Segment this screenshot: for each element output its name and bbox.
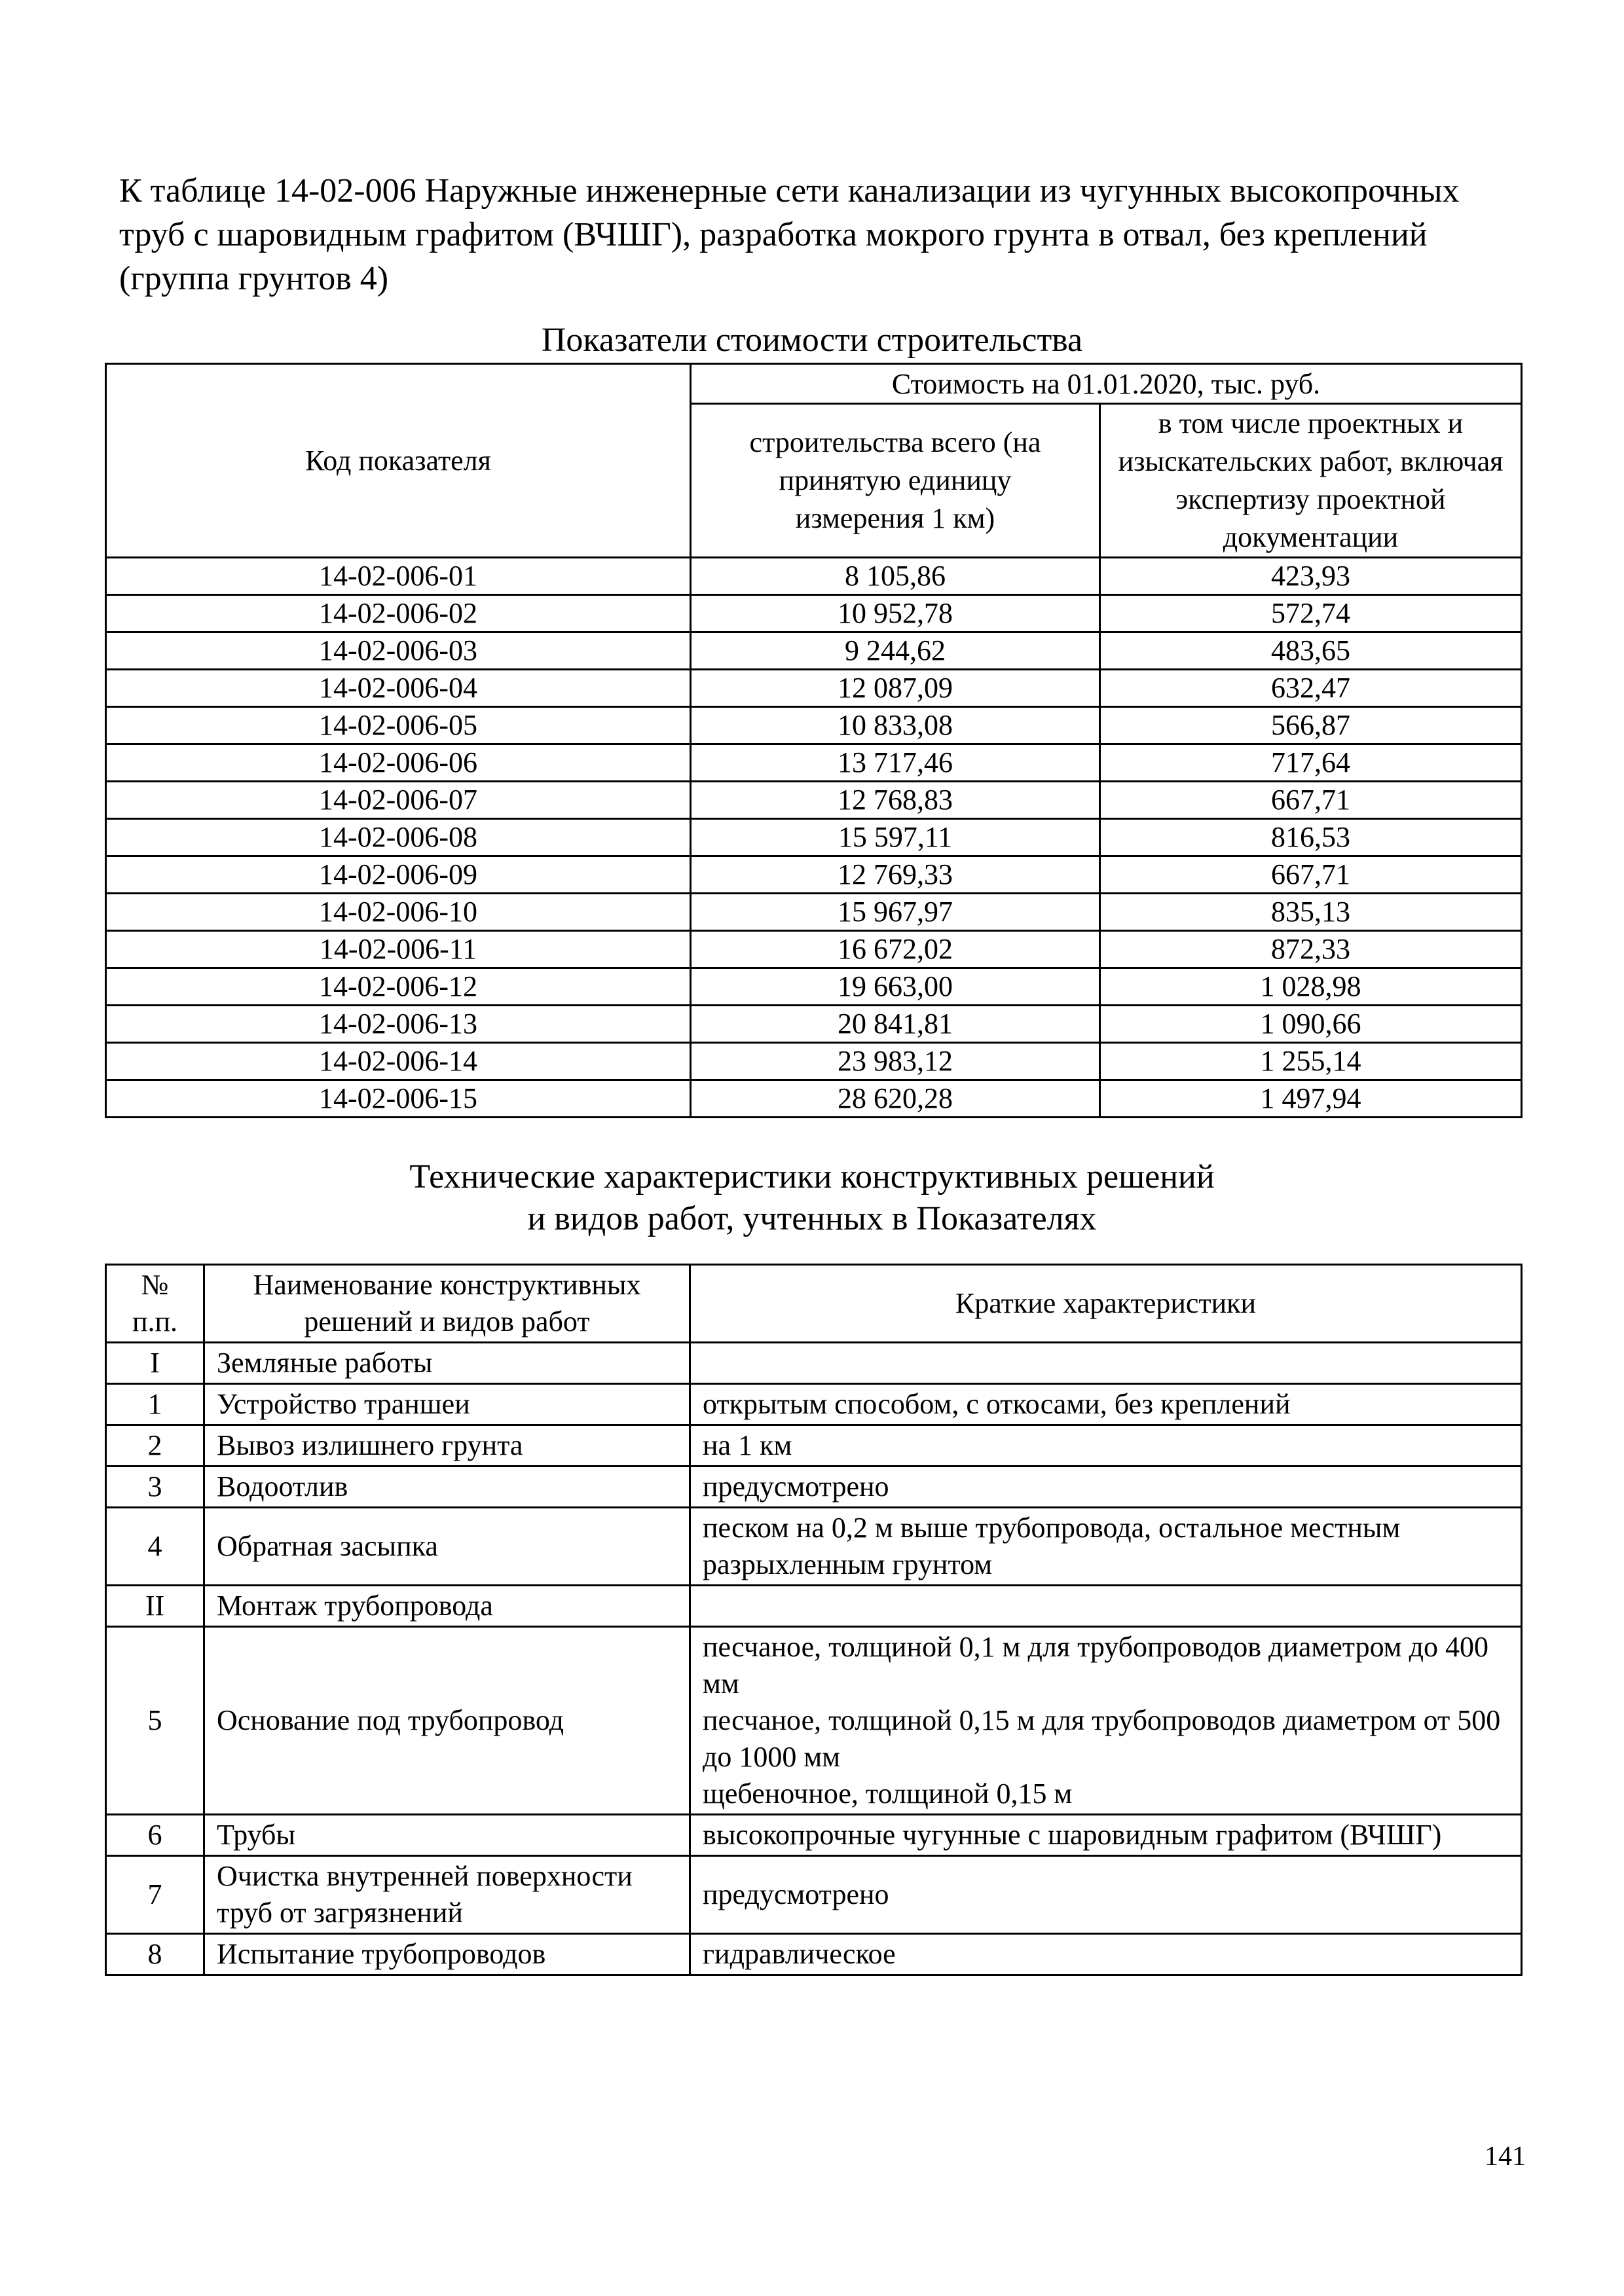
cost-table-heading: Показатели стоимости строительства	[541, 321, 1083, 359]
table-row	[106, 1508, 1522, 1586]
cell-name: Очистка внутренней поверхности труб от загрязнений	[204, 1856, 690, 1934]
cell-number: 4	[106, 1508, 204, 1586]
cell-total-cost: 16 672,02	[691, 931, 1100, 968]
cell-name: Земляные работы	[204, 1343, 690, 1384]
cell-code: 14-02-006-10	[106, 894, 691, 931]
table-row	[106, 1384, 1522, 1425]
cell-name: Устройство траншеи	[204, 1384, 690, 1425]
cost-indicators-table	[105, 363, 1522, 1118]
cell-code: 14-02-006-15	[106, 1080, 691, 1118]
cell-design-cost: 1 497,94	[1100, 1080, 1522, 1118]
cell-code: 14-02-006-05	[106, 707, 691, 744]
table-row	[106, 670, 1522, 707]
cell-number: 6	[106, 1815, 204, 1856]
cell-design-cost: 423,93	[1100, 558, 1522, 595]
cell-total-cost: 28 620,28	[691, 1080, 1100, 1118]
cell-code: 14-02-006-11	[106, 931, 691, 968]
cell-total-cost: 12 769,33	[691, 856, 1100, 894]
cell-total-cost: 20 841,81	[691, 1006, 1100, 1043]
cell-description: гидравлическое	[690, 1934, 1522, 1975]
table-row	[106, 1343, 1522, 1384]
tech-heading-line1: Технические характеристики конструктивных решений	[409, 1158, 1215, 1195]
cell-design-cost: 572,74	[1100, 595, 1522, 632]
table-row	[106, 968, 1522, 1006]
cell-name: Испытание трубопроводов	[204, 1934, 690, 1975]
cell-number: 2	[106, 1425, 204, 1467]
cell-code: 14-02-006-12	[106, 968, 691, 1006]
table-row	[106, 707, 1522, 744]
cell-design-cost: 1 255,14	[1100, 1043, 1522, 1080]
cell-design-cost: 816,53	[1100, 819, 1522, 856]
cell-code: 14-02-006-08	[106, 819, 691, 856]
cell-total-cost: 13 717,46	[691, 744, 1100, 782]
table-row	[106, 1467, 1522, 1508]
header-number	[106, 1265, 204, 1343]
cell-number: 7	[106, 1856, 204, 1934]
cell-code: 14-02-006-07	[106, 782, 691, 819]
header-number-line1: №	[141, 1269, 169, 1301]
table-row	[106, 1006, 1522, 1043]
cell-design-cost: 1 090,66	[1100, 1006, 1522, 1043]
header-name: Наименование конструктивных решений и видов работ	[204, 1265, 690, 1343]
table-row	[106, 632, 1522, 670]
cell-total-cost: 10 952,78	[691, 595, 1100, 632]
header-total-cost: строительства всего (на принятую единицу измерения 1 км)	[691, 404, 1100, 558]
cell-number: 1	[106, 1384, 204, 1425]
cell-design-cost: 483,65	[1100, 632, 1522, 670]
cell-description: на 1 км	[690, 1425, 1522, 1467]
table-row	[106, 1043, 1522, 1080]
header-cost-group: Стоимость на 01.01.2020, тыс. руб.	[691, 364, 1522, 404]
cell-design-cost: 667,71	[1100, 782, 1522, 819]
cell-name: Основание под трубопровод	[204, 1627, 690, 1815]
cell-total-cost: 19 663,00	[691, 968, 1100, 1006]
table-row	[106, 1934, 1522, 1975]
cell-name: Водоотлив	[204, 1467, 690, 1508]
cell-design-cost: 632,47	[1100, 670, 1522, 707]
cell-code: 14-02-006-14	[106, 1043, 691, 1080]
cell-design-cost: 1 028,98	[1100, 968, 1522, 1006]
cell-name: Вывоз излишнего грунта	[204, 1425, 690, 1467]
table-row	[106, 744, 1522, 782]
table-row	[106, 558, 1522, 595]
cell-description	[690, 1343, 1522, 1384]
header-description: Краткие характеристики	[690, 1265, 1522, 1343]
cell-design-cost: 667,71	[1100, 856, 1522, 894]
table-row	[106, 1856, 1522, 1934]
cell-total-cost: 12 087,09	[691, 670, 1100, 707]
cell-code: 14-02-006-03	[106, 632, 691, 670]
cell-number: 8	[106, 1934, 204, 1975]
cell-description: предусмотрено	[690, 1467, 1522, 1508]
cell-total-cost: 8 105,86	[691, 558, 1100, 595]
cell-total-cost: 15 597,11	[691, 819, 1100, 856]
cell-description	[690, 1586, 1522, 1627]
cell-name: Трубы	[204, 1815, 690, 1856]
cell-description: песком на 0,2 м выше трубопровода, остальное местным разрыхленным грунтом	[690, 1508, 1522, 1586]
cell-total-cost: 23 983,12	[691, 1043, 1100, 1080]
cell-number: I	[106, 1343, 204, 1384]
page-number: 141	[1485, 2141, 1526, 2172]
cell-code: 14-02-006-01	[106, 558, 691, 595]
cell-code: 14-02-006-06	[106, 744, 691, 782]
cell-number: 3	[106, 1467, 204, 1508]
cell-number: 5	[106, 1627, 204, 1815]
header-design-cost: в том числе проектных и изыскательских работ, включая экспертизу проектной документации	[1100, 404, 1522, 558]
cell-code: 14-02-006-09	[106, 856, 691, 894]
table-row	[106, 1080, 1522, 1118]
table-row	[106, 595, 1522, 632]
header-code: Код показателя	[106, 364, 691, 558]
cell-total-cost: 10 833,08	[691, 707, 1100, 744]
cell-description: предусмотрено	[690, 1856, 1522, 1934]
cell-description: открытым способом, с откосами, без креплений	[690, 1384, 1522, 1425]
technical-characteristics-table	[105, 1264, 1522, 1976]
table-row	[106, 782, 1522, 819]
table-row	[106, 1815, 1522, 1856]
table-row	[106, 1586, 1522, 1627]
table-row	[106, 856, 1522, 894]
page-title: К таблице 14-02-006 Наружные инженерные сети канализации из чугунных высокопрочных труб с шаровидным графитом (ВЧШГ), разработка мокрого грунта в отвал, без креплений (группа грунтов 4)	[119, 172, 1460, 297]
cell-description: высокопрочные чугунные с шаровидным графитом (ВЧШГ)	[690, 1815, 1522, 1856]
header-number-line2: п.п.	[132, 1305, 178, 1338]
cell-design-cost: 872,33	[1100, 931, 1522, 968]
table-row	[106, 1425, 1522, 1467]
cell-design-cost: 835,13	[1100, 894, 1522, 931]
cell-code: 14-02-006-02	[106, 595, 691, 632]
cell-total-cost: 15 967,97	[691, 894, 1100, 931]
tech-table-heading	[105, 1156, 1519, 1240]
cell-total-cost: 12 768,83	[691, 782, 1100, 819]
cell-code: 14-02-006-13	[106, 1006, 691, 1043]
cell-name: Монтаж трубопровода	[204, 1586, 690, 1627]
table-row	[106, 819, 1522, 856]
cell-description: песчаное, толщиной 0,1 м для трубопроводов диаметром до 400 мм песчаное, толщиной 0,15 м для трубопроводов диаметром от 500 до 1000 мм щебеночное, толщиной 0,15 м	[690, 1627, 1522, 1815]
cell-design-cost: 717,64	[1100, 744, 1522, 782]
tech-heading-line2: и видов работ, учтенных в Показателях	[527, 1200, 1097, 1237]
table-row	[106, 931, 1522, 968]
table-row	[106, 894, 1522, 931]
cell-code: 14-02-006-04	[106, 670, 691, 707]
cell-total-cost: 9 244,62	[691, 632, 1100, 670]
cell-design-cost: 566,87	[1100, 707, 1522, 744]
cell-name: Обратная засыпка	[204, 1508, 690, 1586]
cell-number: II	[106, 1586, 204, 1627]
table-row	[106, 1627, 1522, 1815]
